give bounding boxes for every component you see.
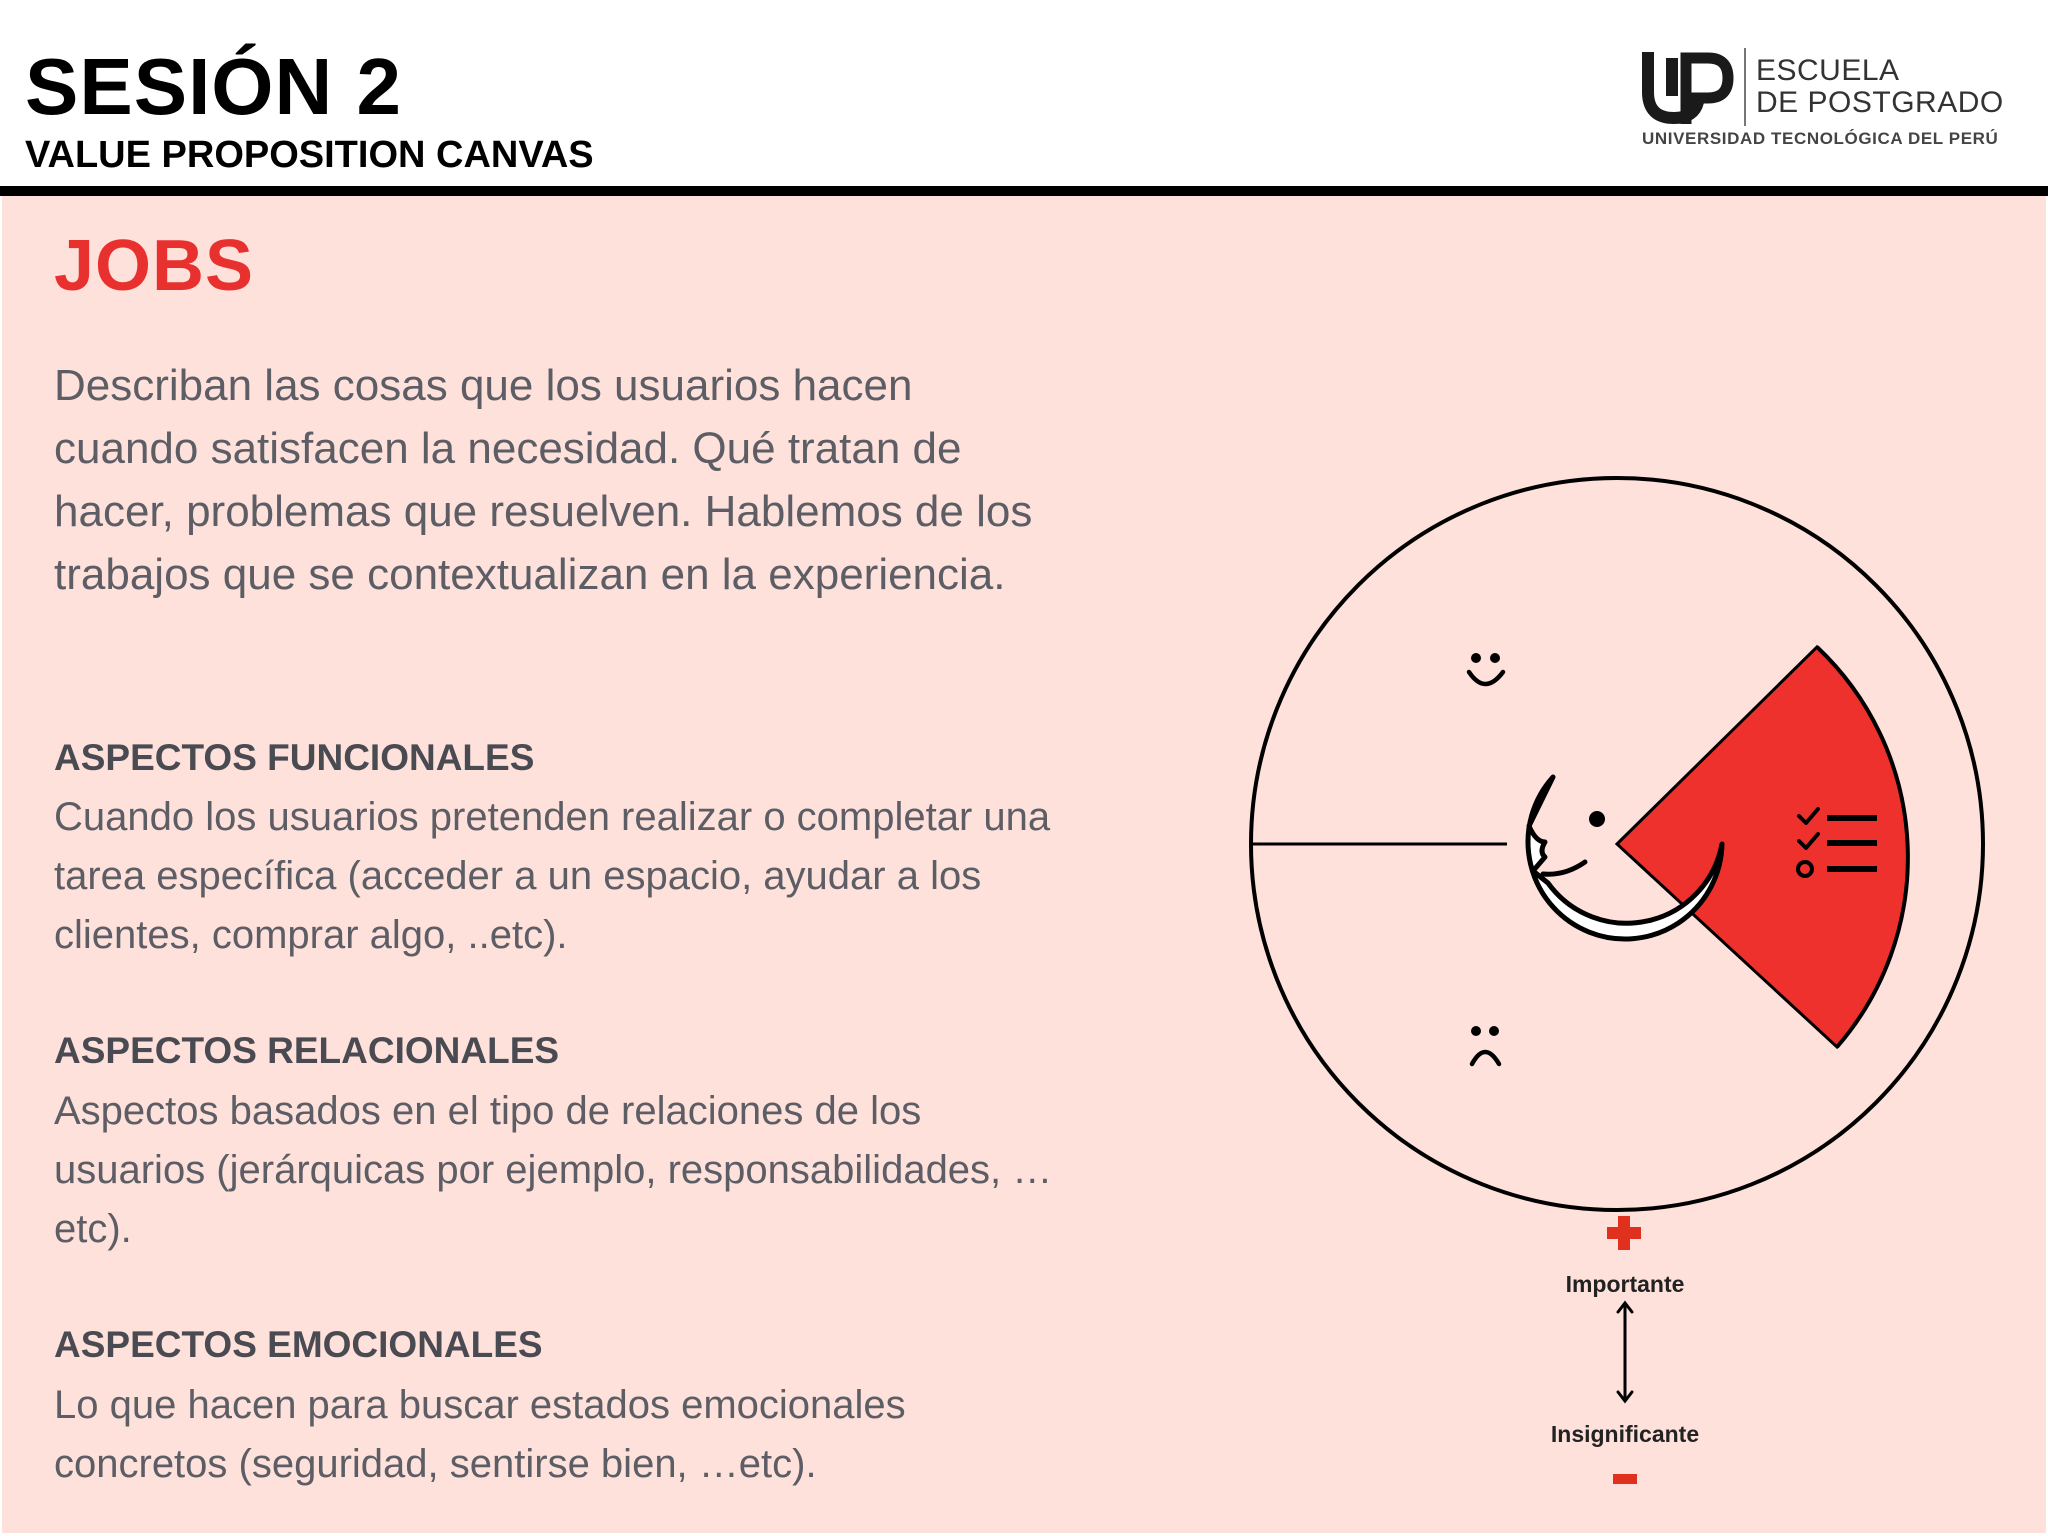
logo-divider [1744,48,1746,126]
emotional-aspects-body: Lo que hacen para buscar estados emocionales concretos (seguridad, sentirse bien, …etc). [54,1383,906,1486]
functional-aspects-title: ASPECTOS FUNCIONALES [54,737,535,778]
importance-scale [1530,1200,1720,1500]
page-subtitle: VALUE PROPOSITION CANVAS [25,134,594,176]
customer-profile-diagram [1247,474,1987,1214]
logo-text-line1: ESCUELA [1756,54,1900,87]
relational-aspects-title: ASPECTOS RELACIONALES [54,1030,560,1071]
functional-aspects-body: Cuando los usuarios pretenden realizar o completar una tarea específica (acceder a un espacio, ayudar a los clientes, comprar algo, ..etc). [54,795,1051,957]
plus-icon [1607,1216,1641,1250]
important-label: Importante [1565,1271,1685,1297]
section-heading: JOBS [54,226,255,306]
logo-text-line2: DE POSTGRADO [1756,86,2004,119]
page-title: SESIÓN 2 [25,42,403,131]
logo-university: UNIVERSIDAD TECNOLÓGICA DEL PERÚ [1642,129,1999,148]
intro-paragraph: Describan las cosas que los usuarios hacen cuando satisfacen la necesidad. Qué tratan de hacer, problemas que resuelven. Hablemos de los trabajos que se contextualizan en la experiencia. [54,361,1033,599]
emotional-aspects-title: ASPECTOS EMOCIONALES [54,1324,543,1365]
slide-header [0,0,2048,186]
minus-icon [1613,1474,1637,1484]
slide-content [2,196,2046,1533]
utp-logo-mark-icon [1642,50,1734,126]
header-divider [0,186,2048,196]
double-arrow-icon [1618,1303,1632,1401]
utp-logo [1630,44,2030,154]
insignificant-label: Insignificante [1550,1421,1700,1447]
relational-aspects-body: Aspectos basados en el tipo de relaciones de los usuarios (jerárquicas por ejemplo, responsabilidades, …etc). [54,1089,1053,1251]
